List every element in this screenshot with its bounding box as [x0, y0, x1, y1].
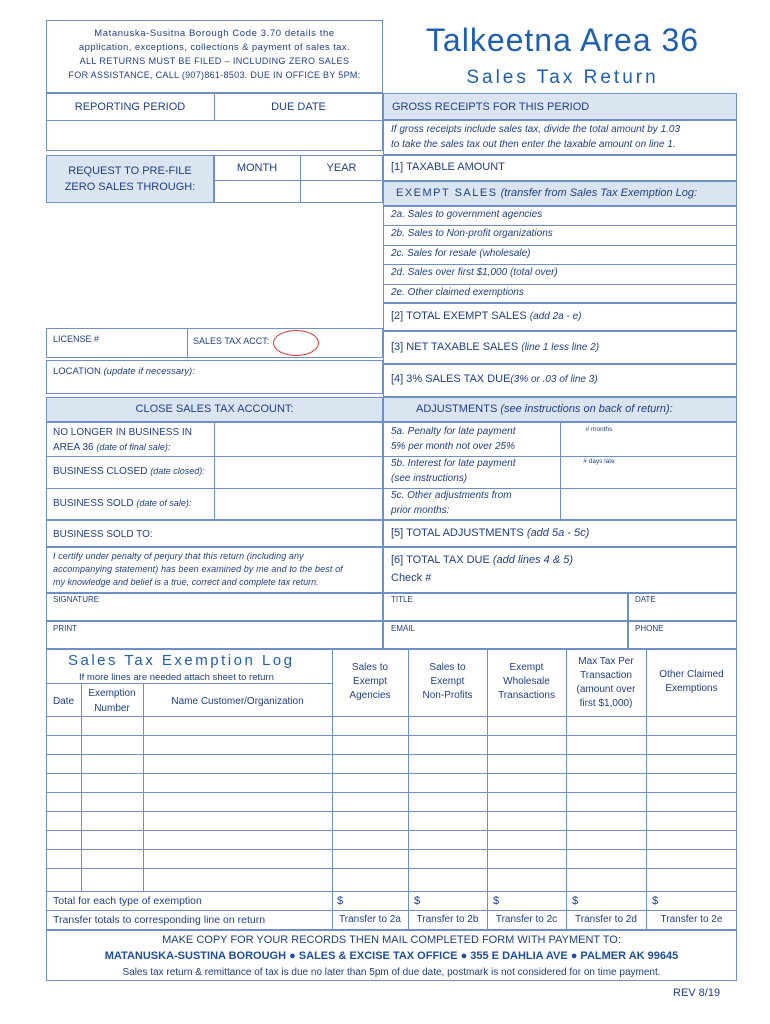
returns-line-1: ALL RETURNS MUST BE FILED – INCLUDING ZERO SALES — [79, 56, 350, 66]
line4-note: (3% or .03 of line 3) — [510, 374, 598, 385]
exempt-2e[interactable]: 2e. Other claimed exemptions — [391, 287, 524, 298]
col-nonprofit-1: Sales to — [429, 662, 466, 673]
total-nonprofit-dollar[interactable]: $ — [414, 895, 421, 907]
table-row[interactable] — [46, 910, 737, 911]
total-max-dollar[interactable]: $ — [572, 895, 579, 907]
table-row[interactable] — [46, 773, 737, 774]
no-longer-label-1: NO LONGER IN BUSINESS IN — [53, 427, 192, 438]
divider — [383, 456, 737, 457]
line6-note: (add lines 4 & 5) — [492, 554, 573, 566]
divider — [143, 683, 144, 892]
signature-label: SIGNATURE — [53, 595, 100, 604]
adj-title: ADJUSTMENTS — [416, 403, 498, 415]
returns-line-2: FOR ASSISTANCE, CALL (907)861-8503. DUE IN OFFICE BY 5PM: — [68, 70, 361, 80]
gross-note-2: to take the sales tax out then enter the taxable amount on line 1. — [391, 139, 676, 150]
log-note: If more lines are needed attach sheet to return — [79, 672, 274, 683]
table-row[interactable] — [46, 891, 737, 892]
check-number-label[interactable]: Check # — [391, 572, 432, 584]
email-box[interactable] — [383, 621, 628, 649]
days-late-label: # days late — [583, 458, 615, 465]
table-row[interactable] — [46, 868, 737, 869]
col-other-1: Other Claimed — [659, 669, 724, 680]
col-nonprofit-2: Exempt — [430, 676, 465, 687]
footer-line-3: Sales tax return & remittance of tax is due no later than 5pm of due date, postmark is not considered for on time payment. — [122, 967, 661, 978]
col-wholesale-3: Transactions — [498, 690, 555, 701]
gross-note-1: If gross receipts include sales tax, divide the total amount by 1.03 — [391, 124, 681, 135]
line3-text: [3] NET TAXABLE SALES — [391, 341, 519, 353]
table-row[interactable] — [46, 754, 737, 755]
line1-label: [1] TAXABLE AMOUNT — [391, 161, 505, 173]
line6-text: [6] TOTAL TAX DUE — [391, 554, 490, 566]
adjustments-header-label — [416, 403, 673, 415]
divider — [187, 328, 188, 358]
no-longer-area: AREA 36 — [53, 442, 94, 453]
date-label: DATE — [635, 595, 656, 604]
closed-text: BUSINESS CLOSED — [53, 466, 148, 477]
location-text: LOCATION — [53, 366, 101, 377]
certify-line-1: I certify under penalty of perjury that this return (including any — [53, 551, 304, 561]
adj-5c-2: prior months: — [391, 505, 450, 516]
close-header-label: CLOSE SALES TAX ACCOUNT: — [135, 403, 294, 415]
print-box[interactable] — [46, 621, 383, 649]
revision-label: REV 8/19 — [673, 987, 721, 999]
total-label: Total for each type of exemption — [53, 895, 202, 907]
line2-text: [2] TOTAL EXEMPT SALES — [391, 310, 527, 322]
print-label: PRINT — [53, 624, 77, 633]
code-line-2: application, exceptions, collections & payment of sales tax. — [78, 42, 351, 53]
line6-label — [391, 554, 573, 566]
col-date: Date — [52, 696, 75, 707]
table-row[interactable] — [46, 849, 737, 850]
exempt-header-label — [396, 187, 697, 199]
closed-note: (date closed): — [150, 466, 205, 476]
month-label: MONTH — [236, 162, 278, 174]
total-agencies-dollar[interactable]: $ — [337, 895, 344, 907]
adj-note: (see instructions on back of return): — [500, 403, 673, 415]
divider — [383, 284, 737, 285]
exempt-note: (transfer from Sales Tax Exemption Log: — [500, 187, 698, 199]
divider — [46, 488, 383, 489]
line2-note: (add 2a - e) — [529, 311, 582, 322]
phone-label: PHONE — [635, 624, 664, 633]
location-note: (update if necessary): — [103, 366, 195, 377]
col-wholesale-1: Exempt — [509, 662, 544, 673]
sold-text: BUSINESS SOLD — [53, 498, 134, 509]
location-label[interactable] — [53, 366, 195, 377]
col-max-1: Max Tax Per — [578, 656, 634, 667]
col-exemption-1: Exemption — [88, 688, 136, 699]
line4-text: [4] 3% SALES TAX DUE — [391, 373, 511, 385]
col-name: Name Customer/Organization — [171, 696, 304, 707]
col-max-2: Transaction — [580, 670, 632, 681]
license-label[interactable]: LICENSE # — [53, 334, 100, 344]
col-max-4: first $1,000) — [579, 698, 633, 709]
gross-header-label: GROSS RECEIPTS FOR THIS PERIOD — [392, 101, 590, 113]
line3-label — [391, 341, 599, 353]
transfer-2a: Transfer to 2a — [339, 914, 401, 925]
prefile-label-2: ZERO SALES THROUGH: — [64, 181, 196, 193]
col-max-3: (amount over — [576, 684, 636, 695]
email-label: EMAIL — [391, 624, 416, 633]
divider — [383, 245, 737, 246]
divider — [383, 225, 737, 226]
adj-5b-2: (see instructions) — [391, 473, 468, 484]
acct-circle-mark — [273, 330, 319, 356]
sales-tax-acct-label[interactable]: SALES TAX ACCT: — [193, 336, 270, 346]
col-agencies-2: Exempt — [353, 676, 387, 687]
prefile-box — [46, 155, 214, 203]
adj-5b-1: 5b. Interest for late payment — [391, 458, 516, 469]
sold-to-label[interactable]: BUSINESS SOLD TO: — [53, 529, 153, 540]
divider — [560, 422, 561, 520]
transfer-2b: Transfer to 2b — [416, 914, 479, 925]
divider — [46, 683, 332, 684]
year-label: YEAR — [326, 162, 357, 174]
adj-5a-1: 5a. Penalty for late payment — [391, 426, 516, 437]
exempt-2d[interactable]: 2d. Sales over first $1,000 (total over) — [391, 267, 558, 278]
divider — [81, 683, 82, 892]
col-exemption-2: Number — [94, 703, 130, 714]
code-line-1: Matanuska-Susitna Borough Code 3.70 details the — [94, 28, 335, 39]
table-row[interactable] — [46, 735, 737, 736]
line5-text: [5] TOTAL ADJUSTMENTS — [391, 527, 524, 539]
transfer-label: Transfer totals to corresponding line on return — [53, 914, 266, 926]
line2-label — [391, 310, 582, 322]
col-other-2: Exemptions — [665, 683, 718, 694]
exempt-2a[interactable]: 2a. Sales to government agencies — [391, 209, 543, 220]
table-row[interactable] — [46, 830, 737, 831]
adj-5a-2: 5% per month not over 25% — [391, 441, 515, 452]
certify-line-2: accompanying statement) has been examined by me and to the best of — [53, 564, 343, 574]
divider — [383, 488, 737, 489]
table-row[interactable] — [46, 716, 737, 717]
table-row[interactable] — [46, 811, 737, 812]
total-other-dollar[interactable]: $ — [652, 895, 659, 907]
col-agencies-1: Sales to — [351, 662, 389, 673]
line5-note: (add 5a - 5c) — [526, 527, 590, 539]
col-agencies-3: Agencies — [349, 690, 391, 701]
title-label: TITLE — [391, 595, 413, 604]
transfer-2c: Transfer to 2c — [495, 914, 558, 925]
prefile-label-1: REQUEST TO PRE-FILE — [68, 165, 192, 177]
exempt-2c[interactable]: 2c. Sales for resale (wholesale) — [391, 248, 531, 259]
adj-5c-1: 5c. Other adjustments from — [391, 490, 512, 501]
title-box[interactable] — [383, 593, 628, 621]
exempt-2b[interactable]: 2b. Sales to Non-profit organizations — [391, 228, 553, 239]
transfer-2d: Transfer to 2d — [575, 914, 637, 925]
transfer-2e: Transfer to 2e — [660, 914, 723, 925]
reporting-period-label: REPORTING PERIOD — [74, 101, 186, 113]
form-subtitle: Sales Tax Return — [466, 67, 659, 88]
table-row[interactable] — [46, 792, 737, 793]
due-date-label: DUE DATE — [271, 101, 326, 113]
months-label: # months — [585, 426, 613, 433]
total-wholesale-dollar[interactable]: $ — [493, 895, 500, 907]
footer-line-2: MATANUSKA-SUSTINA BOROUGH ● SALES & EXCISE TAX OFFICE ● 355 E DAHLIA AVE ● PALMER AK 99645 — [104, 950, 679, 962]
form-title: Talkeetna Area 36 — [425, 22, 700, 58]
divider — [383, 264, 737, 265]
business-closed-label — [53, 466, 205, 477]
sold-note: (date of sale): — [136, 498, 192, 508]
certify-line-3: my knowledge and belief is a true, correct and complete tax return. — [53, 577, 319, 587]
business-sold-label — [53, 498, 191, 509]
divider — [214, 422, 215, 520]
log-title: Sales Tax Exemption Log — [68, 652, 295, 669]
col-wholesale-2: Wholesale — [503, 676, 550, 687]
no-longer-note: (date of final sale): — [96, 442, 171, 452]
line4-label — [391, 373, 598, 385]
divider — [46, 456, 383, 457]
line3-note: (line 1 less line 2) — [521, 342, 600, 353]
col-nonprofit-3: Non-Profits — [422, 690, 473, 701]
exempt-title: EXEMPT SALES — [396, 187, 498, 199]
footer-line-1: MAKE COPY FOR YOUR RECORDS THEN MAIL COMPLETED FORM WITH PAYMENT TO: — [162, 934, 621, 946]
line5-label — [391, 527, 589, 539]
divider — [214, 180, 383, 181]
no-longer-label-2 — [53, 442, 170, 453]
